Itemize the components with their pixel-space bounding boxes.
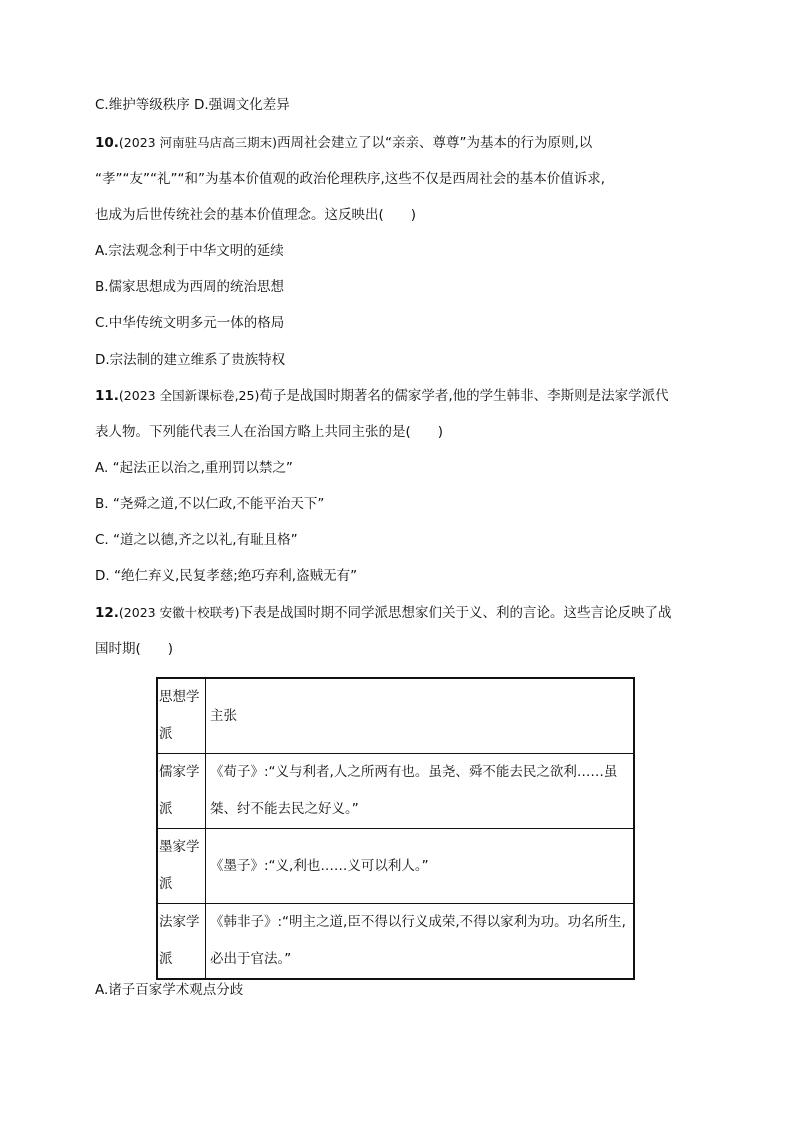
school-view-cell: 《荀子》:“义与利者,人之所两有也。虽尧、舜不能去民之欲利……虽桀、纣不能去民之好义。” bbox=[206, 754, 635, 829]
school-name-cell: 儒家学派 bbox=[157, 754, 206, 829]
q10-option-a: A.宗法观念利于中华文明的延续 bbox=[95, 243, 284, 259]
q11-source: (2023 全国新课标卷,25) bbox=[118, 388, 260, 403]
q11-stem-text1: 荀子是战国时期著名的儒家学者,他的学生韩非、李斯则是法家学派代 bbox=[259, 388, 669, 404]
q11-option-c: C. “道之以德,齐之以礼,有耻且格” bbox=[95, 532, 298, 548]
q12-source: (2023 安徽十校联考) bbox=[118, 605, 240, 620]
table-header-row bbox=[157, 678, 634, 754]
header-content-cell: 主张 bbox=[206, 678, 635, 754]
table-row bbox=[157, 754, 634, 829]
q12-stem-text1: 下表是战国时期不同学派思想家们关于义、利的言论。这些言论反映了战 bbox=[239, 605, 672, 621]
q10-option-b: B.儒家思想成为西周的统治思想 bbox=[95, 279, 285, 295]
q12-option-a: A.诸子百家学术观点分歧 bbox=[95, 982, 244, 998]
q12-stem-line2: 国时期( ) bbox=[95, 641, 174, 657]
q10-stem-text1: 西周社会建立了以“亲亲、尊尊”为基本的行为原则,以 bbox=[276, 135, 593, 151]
school-name-cell: 墨家学派 bbox=[157, 829, 206, 904]
school-name-cell: 法家学派 bbox=[157, 904, 206, 980]
q9-options-cd: C.维护等级秩序 D.强调文化差异 bbox=[95, 97, 290, 113]
q10-option-c: C.中华传统文明多元一体的格局 bbox=[95, 315, 285, 331]
table-row bbox=[157, 829, 634, 904]
q10-number: 10. bbox=[95, 135, 119, 151]
school-view-cell: 《韩非子》:“明主之道,臣不得以行义成荣,不得以家利为功。功名所生,必出于官法。” bbox=[206, 904, 635, 980]
q11-stem-line2: 表人物。下列能代表三人在治国方略上共同主张的是( ) bbox=[95, 424, 444, 440]
q11-option-a: A. “起法正以治之,重刑罚以禁之” bbox=[95, 460, 293, 476]
q11-stem-line1 bbox=[95, 386, 669, 406]
q10-option-d: D.宗法制的建立维系了贵族特权 bbox=[95, 352, 286, 368]
q10-stem-line1 bbox=[95, 133, 592, 153]
q12-stem-line1 bbox=[95, 603, 671, 623]
school-view-cell: 《墨子》:“义,利也……义可以利人。” bbox=[206, 829, 635, 904]
q10-source: (2023 河南驻马店高三期末) bbox=[118, 135, 277, 150]
school-views-table bbox=[156, 677, 635, 980]
q12-number: 12. bbox=[95, 605, 119, 621]
header-school-cell: 思想学派 bbox=[157, 678, 206, 754]
table-row bbox=[157, 904, 634, 980]
q11-option-d: D. “绝仁弃义,民复孝慈;绝巧弃利,盗贼无有” bbox=[95, 568, 358, 584]
q10-stem-line3: 也成为后世传统社会的基本价值理念。这反映出( ) bbox=[95, 207, 417, 223]
q11-number: 11. bbox=[95, 388, 119, 404]
q10-stem-line2: “孝”“友”“礼”“和”为基本价值观的政治伦理秩序,这些不仅是西周社会的基本价值诉求, bbox=[95, 171, 606, 187]
q11-option-b: B. “尧舜之道,不以仁政,不能平治天下” bbox=[95, 496, 325, 512]
